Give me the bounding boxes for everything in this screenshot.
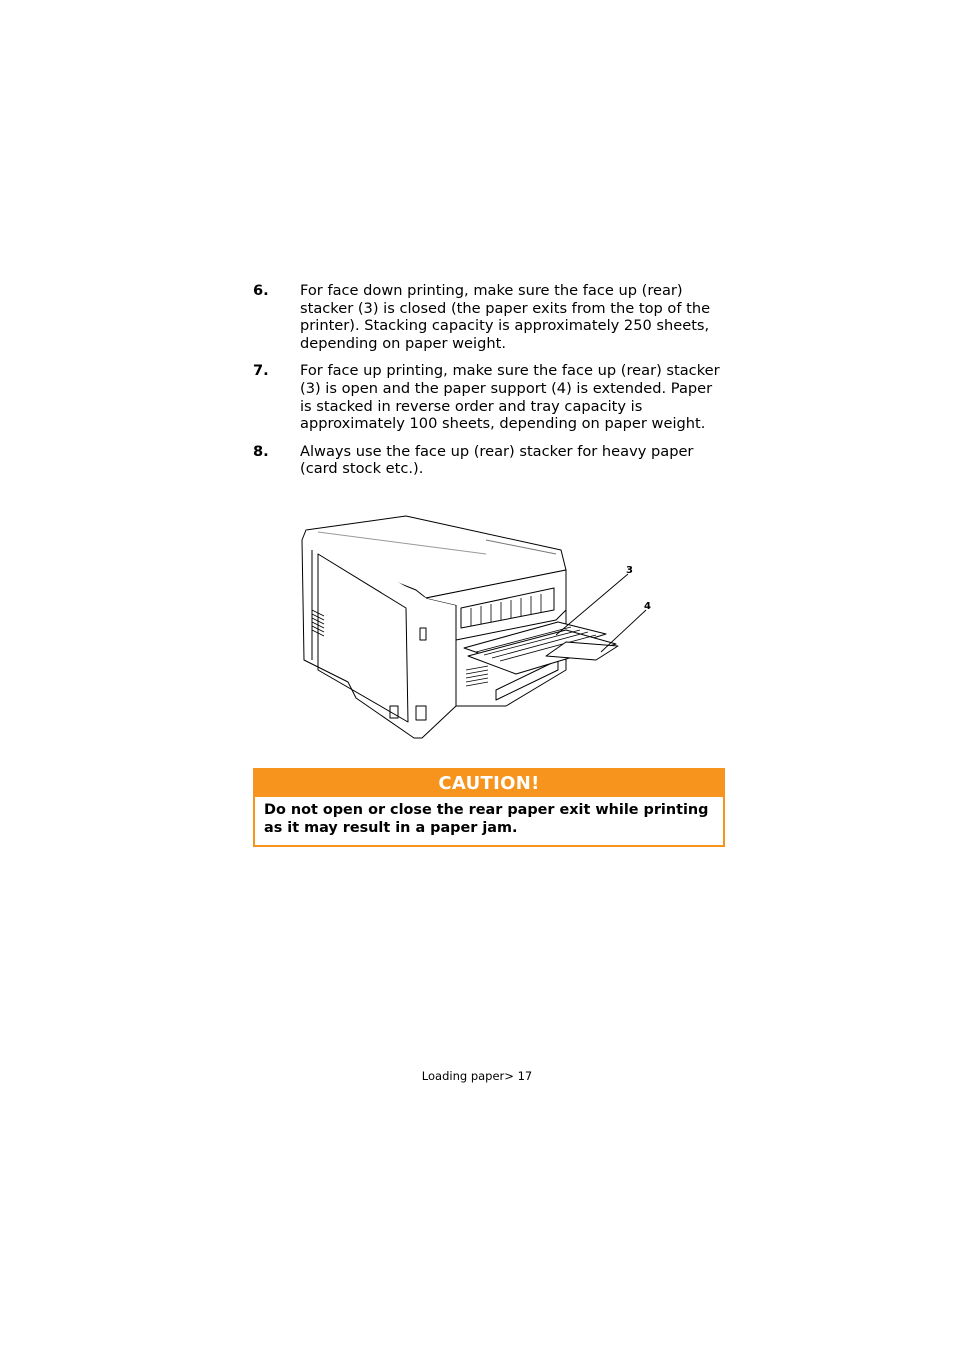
step-text: For face up printing, make sure the face up (rear) stacker (3) is open and the paper support (4) is extended. Paper is stacked in reverse order and tray capacity is approximately 100 sheets, depending on paper weight. <box>300 362 720 433</box>
printer-rear-illustration <box>296 510 656 742</box>
step-8 <box>253 443 725 478</box>
step-7 <box>253 362 725 433</box>
page-footer: Loading paper> 17 <box>421 1069 533 1083</box>
step-6 <box>253 282 725 353</box>
caution-title: CAUTION! <box>255 770 723 797</box>
caution-text: Do not open or close the rear paper exit while printing as it may result in a paper jam. <box>264 802 709 836</box>
instruction-steps <box>253 282 725 488</box>
step-number: 6. <box>253 282 269 299</box>
step-text: For face down printing, make sure the face up (rear) stacker (3) is closed (the paper exits from the top of the printer). Stacking capacity is approximately 250 sheets, depending on paper weight. <box>300 282 711 353</box>
printer-drawing <box>302 516 646 738</box>
step-text: Always use the face up (rear) stacker for heavy paper (card stock etc.). <box>300 442 694 478</box>
callout-4: 4 <box>644 601 651 612</box>
step-number: 8. <box>253 442 269 460</box>
caution-box <box>253 768 725 847</box>
step-number: 7. <box>253 362 269 380</box>
callout-3: 3 <box>626 565 633 576</box>
